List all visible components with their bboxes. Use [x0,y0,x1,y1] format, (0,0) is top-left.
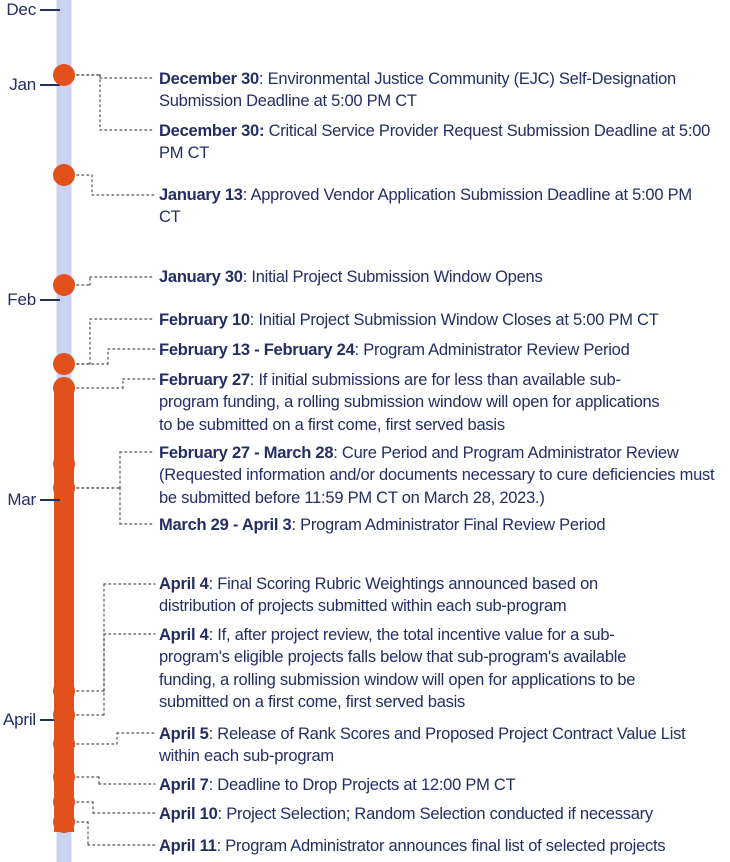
event-separator: : [242,186,251,204]
event-date: February 13 - February 24 [159,341,355,359]
event-separator: : [258,70,268,88]
event-separator: : [242,268,252,286]
month-label-feb: Feb [7,290,36,309]
event-april-5-rank-scores [159,723,725,768]
month-label-mar: Mar [7,490,36,509]
event-separator: : [217,805,227,823]
event-date: February 27 - March 28 [159,444,334,462]
event-separator: : [249,311,259,329]
event-date: January 13 [159,186,243,204]
event-description: Project Selection; Random Selection conducted if necessary [226,805,653,823]
event-april-4-rolling-window [159,624,679,713]
event-description: Final Scoring Rubric Weightings announced based on distribution of projects submitted within each sub-program [159,575,598,616]
event-separator: : [354,341,364,359]
event-description: If initial submissions are for less than available sub-program funding, a rolling submission window will open for applications to be submitted on a first come, first served basis [159,371,660,434]
event-separator: : [216,837,226,855]
event-description: Approved Vendor Application Submission Deadline at 5:00 PM CT [159,186,692,227]
event-description: Deadline to Drop Projects at 12:00 PM CT [217,776,516,794]
event-date: March 29 - April 3 [159,516,292,534]
event-april-4-scoring-rubric [159,573,679,618]
event-mar-29-final-review [159,514,725,536]
event-feb-13-review-period [159,339,725,361]
event-description: If, after project review, the total incentive value for a sub-program's eligible projects falls below that sub-program's available funding, a rolling submission window will open for applications to be submitted on a first come, first served basis [159,626,636,711]
event-jan-13-approved-vendor [159,184,704,229]
event-dec-30-ejc [159,68,725,113]
event-separator: : [291,516,301,534]
event-april-10-project-selection [159,803,725,825]
month-label-jan: Jan [9,75,36,94]
event-separator: : [249,371,259,389]
event-description: Initial Project Submission Window Closes at 5:00 PM CT [258,311,659,329]
event-date: April 4 [159,575,209,593]
event-separator: : [208,626,218,644]
event-dec-30-critical-service-provider [159,120,725,165]
event-description: Critical Service Provider Request Submission Deadline at 5:00 PM CT [159,122,711,163]
event-april-7-drop-projects [159,774,725,796]
event-description: Release of Rank Scores and Proposed Project Contract Value List within each sub-program [159,725,686,766]
event-date: December 30 [159,70,259,88]
event-separator: : [208,575,218,593]
event-description: Environmental Justice Community (EJC) Self-Designation Submission Deadline at 5:00 PM CT [159,70,676,111]
event-feb-27-cure-period [159,442,730,509]
event-date: February 10 [159,311,250,329]
event-description: Program Administrator Review Period [363,341,630,359]
event-separator: : [208,725,218,743]
event-separator: : [333,444,342,462]
event-feb-10-window-closes [159,309,725,331]
month-label-dec: Dec [6,0,36,19]
event-jan-30-window-opens [159,266,725,288]
event-description: Program Administrator Final Review Period [300,516,606,534]
event-date: February 27 [159,371,250,389]
event-description: Program Administrator announces final list of selected projects [225,837,666,855]
event-date: January 30 [159,268,243,286]
event-separator: : [208,776,218,794]
event-date: April 5 [159,725,209,743]
event-date: April 10 [159,805,218,823]
event-date: April 11 [159,837,217,855]
month-label-april: April [2,710,36,729]
event-feb-27-rolling-window [159,369,669,436]
event-date: December 30: [159,122,265,140]
event-description: Initial Project Submission Window Opens [251,268,543,286]
event-date: April 4 [159,626,209,644]
event-description: Cure Period and Program Administrator Review (Requested information and/or documents necessary to cure deficiencies must be submitted before 11:59 PM CT on March 28, 2023.) [159,444,715,507]
event-april-11-final-list [159,835,730,857]
event-date: April 7 [159,776,209,794]
